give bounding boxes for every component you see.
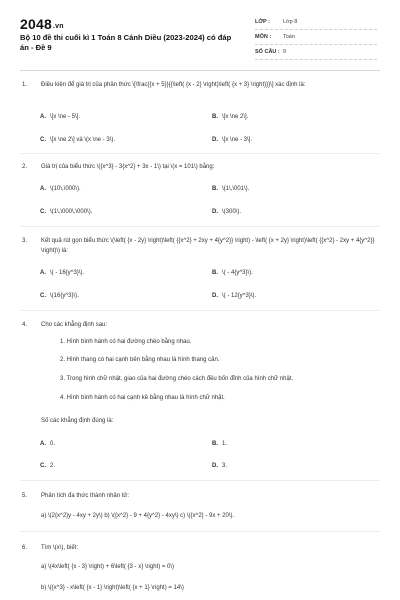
question-divider [20,226,380,227]
option-label: B. [212,270,218,276]
option-text: 0. [50,441,56,447]
option-label: D. [212,463,218,469]
meta-value: Toán [283,34,295,40]
option-c[interactable] [40,463,55,469]
option-text: \( - 12{y^3}\). [222,293,257,299]
meta-row-count [255,45,377,60]
statement-item: 3. Trong hình chữ nhật, giao của hai đường chéo cách đều bốn đỉnh của hình chữ nhật. [60,376,294,382]
meta-key: LỚP : [255,19,270,25]
statement-item: 1. Hình bình hành có hai đường chéo bằng nhau. [60,339,192,345]
question-number: 1. [22,82,28,88]
option-b[interactable] [212,114,248,120]
option-label: D. [212,137,218,143]
meta-row-subject [255,30,377,45]
subquestion-line: a) \(4x\left( {x - 3} \right) + 6\left( {3 - x} \right) = 0\) [41,564,175,570]
option-d[interactable] [212,137,252,143]
option-text: \[x \ne 2\]. [222,114,249,120]
option-label: C. [40,209,46,215]
option-label: C. [40,293,46,299]
option-text: 1. [222,441,228,447]
option-text: \[x \ne 2\] và \(x \ne - 3\). [50,137,116,143]
meta-key: MÔN : [255,34,272,40]
question-text: Cho các khẳng định sau: [41,322,108,328]
option-label: B. [212,186,218,192]
option-d[interactable] [212,209,241,215]
option-text: \[x \ne - 5\]. [50,114,81,120]
question-divider [20,153,380,154]
question-divider [20,480,380,481]
option-c[interactable] [40,209,92,215]
option-a[interactable] [40,186,81,192]
option-text: \(1\,\000\,\000\). [50,209,93,215]
option-a[interactable] [40,114,80,120]
option-d[interactable] [212,293,256,299]
option-label: B. [212,441,218,447]
meta-value: 9 [283,49,287,55]
question-text: Tìm \(x\), biết: [41,545,79,551]
option-a[interactable] [40,441,55,447]
option-text: \[x \ne - 3\]. [222,137,253,143]
option-label: A. [40,270,46,276]
logo-text: 2048 [20,16,52,32]
question-number: 3. [22,238,28,244]
meta-info [255,15,377,60]
option-label: C. [40,137,46,143]
subquestion-line: b) \({x^3} - x\left( {x - 1} \right)\left( {x + 1} \right) = 14\) [41,585,184,591]
question-text: Phân tích đa thức thành nhân tử: [41,493,130,499]
question-text: Kết quả rút gọn biểu thức \(\left( {x - 2y} \right)\left( {{x^2} + 2xy + 4{y^2}} \right) - \left( {x + 2y} \right)\left( {{x^2} - 2xy + 4{y^2}} \right)\) là: [41,238,375,254]
question-divider [20,310,380,311]
option-label: D. [212,209,218,215]
option-text: \( - 4{y^3}\). [222,270,253,276]
option-c[interactable] [40,293,79,299]
site-logo[interactable] [20,16,64,32]
option-label: A. [40,441,46,447]
question-number: 6. [22,545,28,551]
question-text: Điều kiện để giá trị của phân thức \[\frac{{x + 5}}{{\left( {x - 2} \right)\left( {x + 3} \right)}}\] xác định là: [41,82,306,88]
option-text: \(300\). [222,209,242,215]
statement-item: 2. Hình thang có hai cạnh bên bằng nhau là hình thang cân. [60,357,220,363]
question-number: 5. [22,493,28,499]
meta-row-class [255,15,377,30]
option-label: D. [212,293,218,299]
option-label: A. [40,114,46,120]
option-label: A. [40,186,46,192]
option-text: \(1\,\001\). [222,186,250,192]
subquestion-line: a) \(2{x^2}y - 4xy + 2y\) b) \({x^2} - 9 + 4{y^2} - 4xy\) c) \({x^2} - 9x + 20\). [41,513,235,519]
question-divider [20,531,380,532]
logo-tld: .vn [52,23,64,30]
option-text: \(16{y^3}\). [50,293,79,299]
option-label: C. [40,463,46,469]
option-text: \( - 16{y^3}\). [50,270,85,276]
option-b[interactable] [212,441,227,447]
option-b[interactable] [212,186,249,192]
document-title: Bộ 10 đề thi cuối kì 1 Toán 8 Cánh Diều (2023-2024) có đáp án - Đề 9 [20,33,232,52]
meta-key: SỐ CÂU : [255,49,280,55]
header [0,0,400,64]
option-a[interactable] [40,270,84,276]
option-text: 3. [222,463,228,469]
option-label: B. [212,114,218,120]
statement-item: 4. Hình bình hành có hai cạnh kề bằng nhau là hình chữ nhật. [60,395,225,401]
question-prompt: Số các khẳng định đúng là: [41,418,114,424]
question-text: Giá trị của biểu thức \({x^3} - 3{x^2} + 3x - 1\) tại \(x = 101\) bằng: [41,164,215,170]
option-text: 2. [50,463,56,469]
option-b[interactable] [212,270,253,276]
question-number: 4. [22,322,28,328]
option-d[interactable] [212,463,227,469]
meta-value: Lớp 8 [283,19,298,25]
question-number: 2. [22,164,28,170]
option-c[interactable] [40,137,115,143]
option-text: \(10\,\000\). [50,186,81,192]
header-divider [20,70,380,71]
